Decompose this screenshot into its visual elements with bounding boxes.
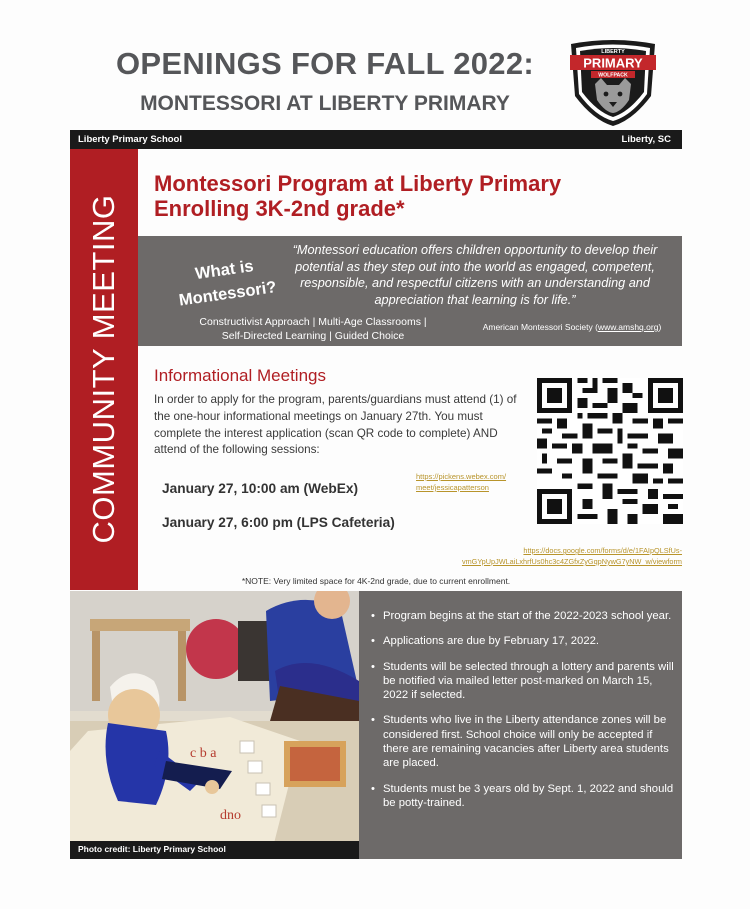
logo-top-text: LIBERTY (601, 49, 625, 55)
detail-item-3: • Students will be selected through a lottery and parents will be notified via mailed letter post-marked on March 15, 2022 if selected. (369, 660, 675, 703)
montessori-quote: “Montessori education offers children opportunity to develop their potential as they step out into the world as engaged, competent, responsible, and respectful citizens with an understanding and appreciation that learning is for life.” (292, 243, 658, 307)
informational-meetings-title: Informational Meetings (154, 366, 326, 385)
what-line2: Montessori? (177, 278, 278, 310)
form-link-line2[interactable]: vmGYpUpJWLaiLxhrfUs0hc3c4ZGfxZyGqpNywG7yNW_w/viewform (461, 557, 682, 566)
program-title-line1: Montessori Program at Liberty Primary (154, 171, 562, 196)
what-line1: What is (194, 257, 255, 284)
webex-link[interactable] (416, 471, 536, 493)
photo-credit: Photo credit: Liberty Primary School (78, 844, 226, 854)
wooden-letters: c b a (190, 746, 217, 761)
citation-prefix: American Montessori Society ( (482, 322, 598, 332)
program-details-panel (359, 591, 682, 859)
page-subtitle: MONTESSORI AT LIBERTY PRIMARY (140, 92, 510, 115)
principles-line2: Self-Directed Learning | Guided Choice (221, 329, 405, 342)
community-meeting-label: COMMUNITY MEETING (86, 194, 121, 544)
school-bar (70, 130, 682, 149)
classroom-photo-illustration (70, 591, 359, 859)
wolfpack-logo (567, 38, 659, 128)
session-cafeteria: January 27, 6:00 pm (LPS Cafeteria) (162, 515, 395, 530)
page-title: OPENINGS FOR FALL 2022: (115, 46, 535, 81)
detail-item-2: • Applications are due by February 17, 2022. (369, 634, 675, 648)
montessori-info-box (138, 236, 682, 346)
form-link-line1[interactable]: https://docs.google.com/forms/d/e/1FAIpQLSfUs- (523, 546, 682, 555)
citation-suffix: ) (658, 322, 662, 332)
program-title-line2: Enrolling 3K-2nd grade* (154, 196, 405, 221)
detail-item-1: • Program begins at the start of the 2022-2023 school year. (369, 609, 675, 623)
montessori-principles (168, 316, 458, 343)
amshq-link[interactable]: www.amshq.org (597, 322, 659, 332)
photo-credit-bar (70, 841, 359, 859)
interest-application-link[interactable] (340, 545, 682, 567)
program-details-list (369, 609, 675, 821)
logo-main-text: PRIMARY (583, 55, 643, 71)
classroom-photo (70, 591, 359, 859)
session-webex: January 27, 10:00 am (WebEx) (162, 481, 359, 496)
enrollment-note: *NOTE: Very limited space for 4K-2nd grade, due to current enrollment. (241, 576, 511, 586)
school-name: Liberty Primary School (78, 134, 183, 145)
wooden-letters-2: dno (220, 808, 241, 823)
detail-item-4: • Students who live in the Liberty attendance zones will be considered first. School choice will only be accepted if there are remaining vacancies after Liberty area students are placed. (369, 713, 675, 770)
qr-code[interactable] (537, 378, 683, 524)
principles-line1: Constructivist Approach | Multi-Age Classrooms | (199, 316, 427, 328)
logo-sub-text: WOLFPACK (598, 72, 628, 79)
program-title (154, 171, 674, 221)
quote-citation (466, 322, 678, 332)
webex-link-line2[interactable]: meet/jessicapatterson (416, 483, 489, 492)
detail-item-5: • Students must be 3 years old by Sept. 1, 2022 and should be potty-trained. (369, 782, 675, 811)
informational-meetings-body: In order to apply for the program, parents/guardians must attend (1) of the one-hour informational meetings on January 27th. You must complete the interest application (scan QR code to complete) AND attend of the following sessions: (154, 393, 517, 457)
school-location: Liberty, SC (621, 134, 671, 145)
webex-link-line1[interactable]: https://pickens.webex.com/ (416, 472, 507, 481)
